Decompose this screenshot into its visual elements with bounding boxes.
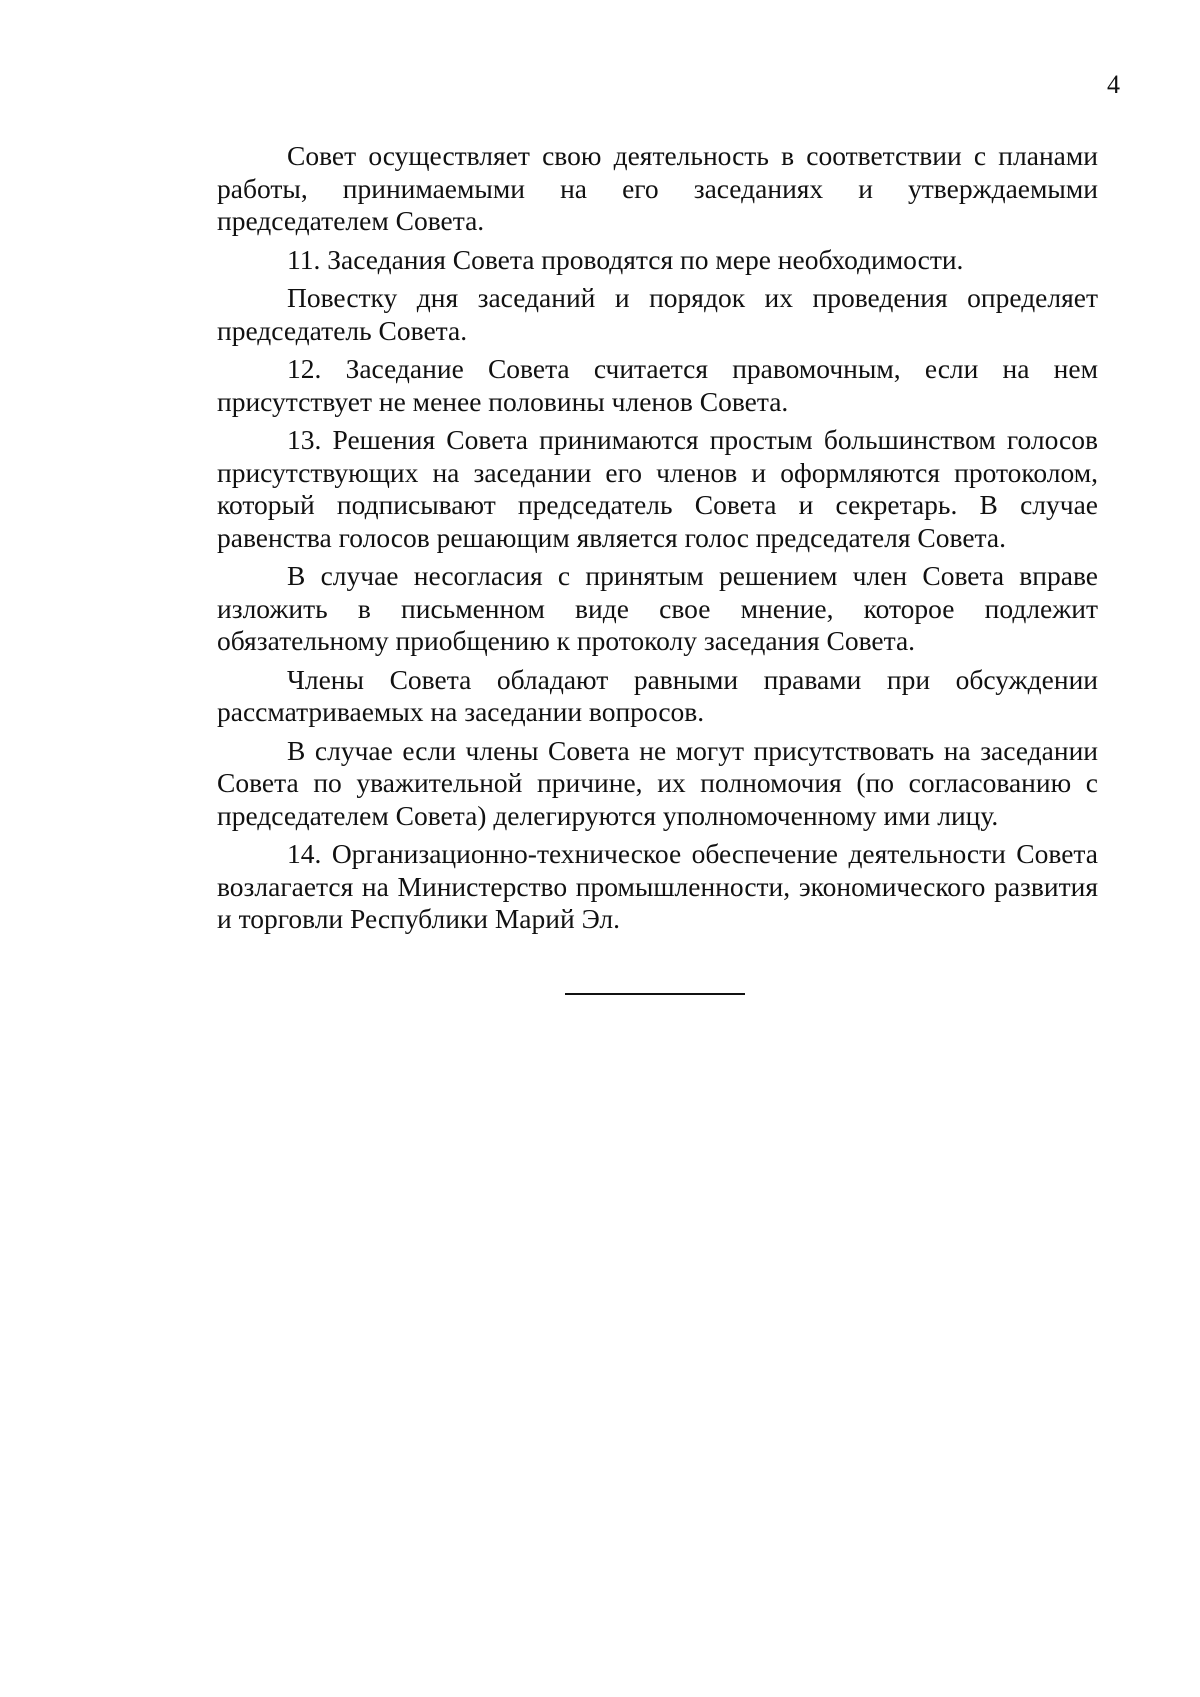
paragraph-13-decisions: 13. Решения Совета принимаются простым большинством голосов присутствующих на заседании его членов и оформляются протоколом, который подписывают председатель Совета и секретарь. В случае равенства голосов решающим является голос председателя Совета.: [217, 424, 1098, 553]
paragraph-agenda: Повестку дня заседаний и порядок их проведения определяет председатель Совета.: [217, 282, 1098, 346]
paragraph-delegation: В случае если члены Совета не могут присутствовать на заседании Совета по уважительной причине, их полномочия (по согласованию с председателем Совета) делегируются уполномоченному ими лицу.: [217, 734, 1098, 831]
paragraph-dissent: В случае несогласия с принятым решением член Совета вправе изложить в письменном виде свое мнение, которое подлежит обязательному приобщению к протоколу заседания Совета.: [217, 560, 1098, 656]
end-of-document-rule: [565, 993, 745, 995]
document-body: [217, 140, 1098, 942]
paragraph-11-meetings: 11. Заседания Совета проводятся по мере необходимости.: [287, 243, 964, 275]
paragraph-14-support: 14. Организационно-техническое обеспечение деятельности Совета возлагается на Министерство промышленности, экономического развития и торговли Республики Марий Эл.: [217, 838, 1098, 934]
paragraph-work-plans: Совет осуществляет свою деятельность в соответствии с планами работы, принимаемыми на его заседаниях и утверждаемыми председателем Совета.: [217, 140, 1098, 236]
paragraph-equal-rights: Члены Совета обладают равными правами при обсуждении рассматриваемых на заседании вопросов.: [217, 663, 1098, 727]
page-number: 4: [1107, 70, 1120, 99]
paragraph-12-quorum: 12. Заседание Совета считается правомочным, если на нем присутствует не менее половины членов Совета.: [217, 353, 1098, 417]
